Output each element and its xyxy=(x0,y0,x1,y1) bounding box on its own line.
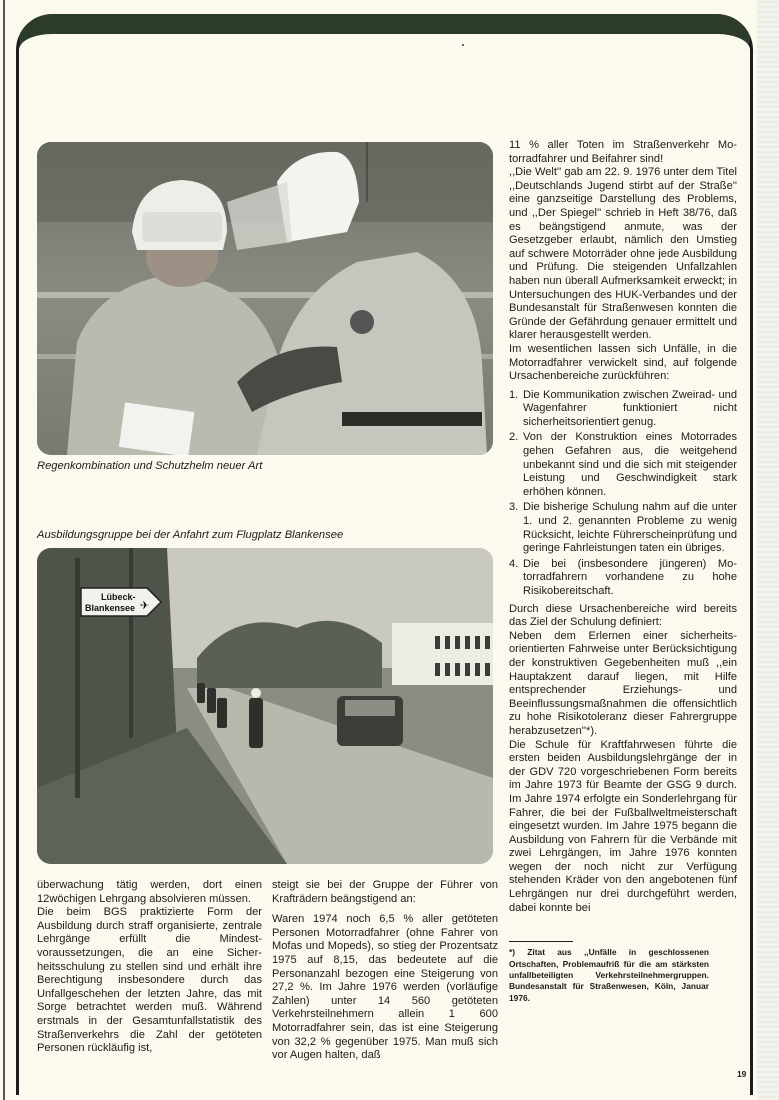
page-frame-right-rule xyxy=(750,50,753,1095)
paragraph: Neben dem Erlernen einer sicherheitsorientierten Fahrweise unter Berücksichtigung der konstruktiven Gegebenheiten muß ,,ein Hauptakzent darauf liegen, mit Hilfe entsprechender Erziehungs- und Beeinflussungsmaßnahmen die offensichtlich zu hohe Risikotoleranz dieser Fahrergruppe herabzusetzen''*). xyxy=(509,629,737,737)
photo-officers-illustration xyxy=(37,142,493,455)
page-frame-left-rule xyxy=(16,50,19,1095)
list-item xyxy=(509,431,737,499)
page-frame-top-band xyxy=(16,14,753,54)
list-text: Von der Konstruktion eines Motorrades gehen Gefahren aus, die weitgehend unbekannt sind und die sich mit steigender Leistung und Geschwindigkeit stark erhöhen können. xyxy=(523,431,737,498)
paragraph: Im wesentlichen lassen sich Unfälle, in die Motorradfahrer verwickelt sind, auf folgende Ursachenbereiche zurückführen: xyxy=(509,342,737,383)
article-column-right xyxy=(509,139,737,1004)
paragraph: überwachung tätig werden, dort einen 12wöchigen Lehrgang absolvieren müssen. xyxy=(37,879,262,905)
list-text: Die bei (insbesondere jüngeren) Motorradfahrern vorhandene zu hohe Risikobereitschaft. xyxy=(523,557,737,597)
scan-edge-strip xyxy=(757,0,779,1100)
utility-pole xyxy=(129,548,133,738)
paragraph: steigt sie bei der Gruppe der Führer von Krafträdern beängstigend an: xyxy=(272,879,498,905)
list-number: 4. xyxy=(509,557,519,570)
article-column-left xyxy=(37,879,262,1056)
photo-officers-helmets xyxy=(37,142,493,455)
list-number: 1. xyxy=(509,388,519,401)
paragraph: 11 % aller Toten im Straßenverkehr Motorradfahrer und Beifahrer sind! xyxy=(509,139,737,165)
paragraph-gap xyxy=(272,906,498,913)
figure-caption-1: Regenkombination und Schutzhelm neuer Art xyxy=(37,460,263,472)
list-number: 2. xyxy=(509,431,519,444)
paragraph: Durch diese Ursachenbereiche wird bereits das Ziel der Schulung definiert: xyxy=(509,602,737,629)
cause-list xyxy=(509,389,737,599)
page-edge-rule xyxy=(3,0,5,1100)
photo-motorcycle-convoy xyxy=(37,548,493,864)
list-text: Die Kommunikation zwischen Zweirad- und Wagenfahrer funktioniert nicht sicherheitsorientiert genug. xyxy=(523,388,737,428)
direction-sign xyxy=(81,588,161,616)
page-number: 19 xyxy=(737,1069,747,1079)
paragraph: Die beim BGS praktizierte Form der Ausbildung durch straff organisierte, zentrale Lehrgänge erfüllt die Mindestvoraussetzungen, die an eine Sicherheitsschulung zu stellen sind und erhält ihre Berechtigung insbesondere durch das Unfallgeschehen der letzten Jahre, das mit Sorge betrachtet werden muß. Während erstmals in der Gesamtunfallstatistik des Straßenverkehrs die Zahl der getöteten Personen rückläufig ist, xyxy=(37,906,262,1055)
sign-text-line2: Blankensee xyxy=(85,603,136,613)
shoulder-patch xyxy=(350,310,374,334)
sign-text-line1: Lübeck- xyxy=(101,592,136,602)
list-text: Die bisherige Schulung nahm auf die unter 1. und 2. genannten Probleme zu wenig Rücksicht, leichte Führerscheinprüfung und geringe Fahrleistungen taten ein übriges. xyxy=(523,501,737,555)
paragraph: Waren 1974 noch 6,5 % aller getöteten Personen Motorradfahrer (ohne Fahrer von Mofas und Mopeds), so stieg der Prozentsatz 1975 auf 8,15, das bedeutete auf die Personanzahl bezogen eine Steigerung von 27,2 %. Im Jahre 1976 werden (vorläufige Zahlen) unter 14 560 getöteten Verkehrsteilnehmern allein 1 600 Motorradfahrer sein, das ist eine Steigerung von 32,2 % gegenüber 1975. Man muß sich vor Augen halten, daß xyxy=(272,913,498,1062)
footnote-divider xyxy=(509,941,573,942)
list-item xyxy=(509,558,737,599)
car-window xyxy=(345,700,395,716)
airplane-icon: ✈ xyxy=(140,599,150,612)
left-officer-visor xyxy=(142,212,222,242)
article-column-middle xyxy=(272,879,498,1063)
list-item xyxy=(509,501,737,555)
print-speck xyxy=(462,44,464,46)
paragraph: Die Schule für Kraftfahrwesen führte die ersten beiden Ausbildungslehrgänge der in der GDV 720 vorgeschriebenen Form bereits im Jahre 1973 für Beamte der GSG 9 durch. Im Jahre 1974 erfolgte ein Sonderlehrgang für Fahrer, die bei der Fußballweltmeisterschaft eingesetzt wurden. Im Jahre 1975 begann die Ausbildung von Fahrern für die Verbände mit zwei Lehrgängen, im Jahre 1976 konnten wegen der noch nicht zur Verfügung stehenden Kräder von den angebotenen fünf Lehrgängen nur drei durchgeführt werden, dabei konnte bei xyxy=(509,738,737,914)
signpost xyxy=(75,558,80,798)
paragraph: ,,Die Welt'' gab am 22. 9. 1976 unter dem Titel ,,Deutschlands Jugend stirbt auf der Straße'' eine ganzseitige Darstellung des Problems, und ,,Der Spiegel'' schrieb in Heft 38/76, daß es beängstigend anmute, was der Gesetzgeber erlaubt, nämlich den Umstieg auf schwere Motorräder ohne jede Ausbildung und Prüfung. Die steigenden Unfallzahlen haben nun überall Aufmerksamkeit erweckt; in Untersuchungen des HUK-Verbandes und der Bundesanstalt für Straßenwesen konnten die Gründe der Gefährdung genauer ermittelt und klarer herausgestellt werden. xyxy=(509,166,737,342)
photo-road-illustration xyxy=(37,548,493,864)
list-number: 3. xyxy=(509,501,519,514)
figure-caption-2: Ausbildungsgruppe bei der Anfahrt zum Flugplatz Blankensee xyxy=(37,529,344,541)
belt xyxy=(342,412,482,426)
footnote: *) Zitat aus ,,Unfälle in geschlossenen Ortschaften, Problemaufriß für die am stärksten unfallbeteiligten Verkehrsteilnehmergruppen. Bundesanstalt für Straßenwesen, Köln, Januar 1976. xyxy=(509,947,709,1003)
list-item xyxy=(509,389,737,430)
